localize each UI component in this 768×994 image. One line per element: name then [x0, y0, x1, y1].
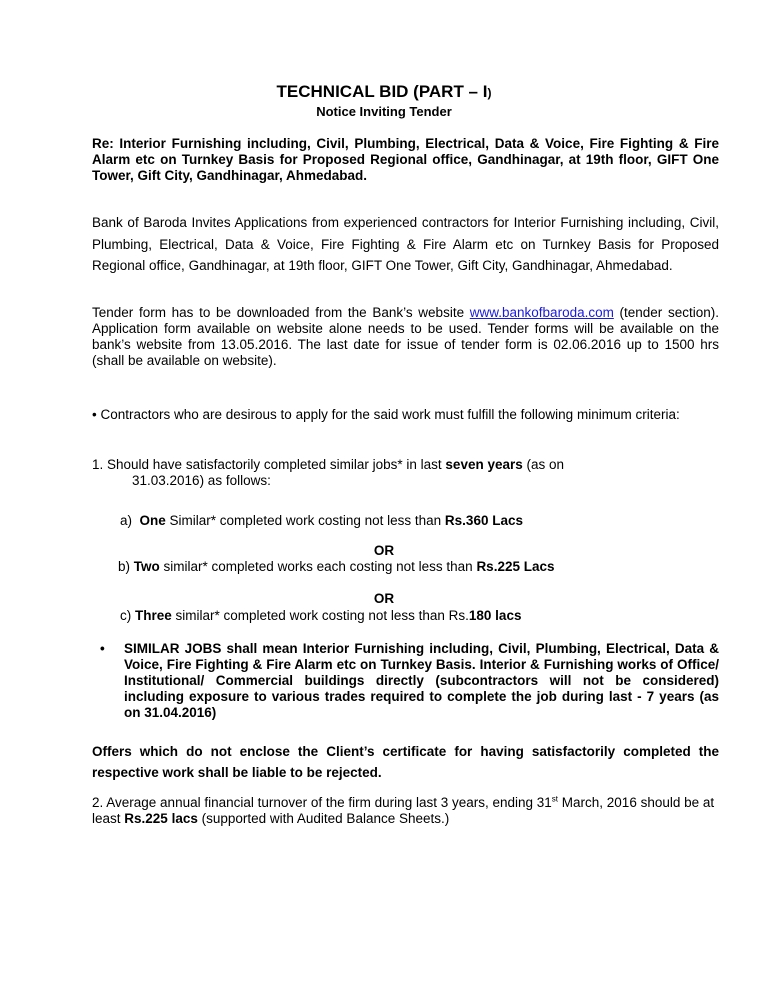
bullet-icon: •: [100, 641, 105, 656]
tender-download-paragraph: Tender form has to be downloaded from the Bank’s website www.bankofbaroda.com (tender section). Application form available on website alone needs to be used. Tender forms will be available on the bank’s website from 13.05.2016. The last date for issue of tender form is 02.06.2016 up to 1500 hrs (shall be available on website).: [92, 305, 719, 368]
offers-notice: Offers which do not enclose the Client’s certificate for having satisfactorily completed the respective work shall be liable to be rejected.: [92, 744, 719, 780]
option-c: c) Three similar* completed work costing not less than Rs.180 lacs: [120, 608, 522, 623]
criteria-item-2: 2. Average annual financial turnover of the firm during last 3 years, ending 31st March, 2016 should be at least Rs.225 lacs (supported with Audited Balance Sheets.): [92, 794, 715, 826]
page-subtitle: Notice Inviting Tender: [316, 104, 452, 119]
or-separator: OR: [373, 591, 395, 606]
similar-jobs-definition: • SIMILAR JOBS shall mean Interior Furnishing including, Civil, Plumbing, Electrical, Data & Voice, Fire Fighting & Fire Alarm etc on Turnkey Basis. Interior & Furnishing works of Office/ Institutional/ Commercial buildings directly (subcontractors will not be considered) including exposure to various trades required to complete the job during last - 7 years (as on 31.04.2016): [100, 641, 719, 720]
bank-website-link[interactable]: www.bankofbaroda.com: [469, 305, 614, 320]
intro-paragraph: Bank of Baroda Invites Applications from experienced contractors for Interior Furnishing including, Civil, Plumbing, Electrical, Data & Voice, Fire Fighting & Fire Alarm etc on Turnkey Basis for Proposed Regional office, Gandhinagar, at 19th floor, GIFT One Tower, Gift City, Gandhinagar, Ahmedabad.: [92, 215, 719, 273]
or-separator: OR: [373, 543, 395, 558]
criteria-intro: • Contractors who are desirous to apply for the said work must fulfill the following minimum criteria:: [92, 407, 680, 422]
subject-line: Re: Interior Furnishing including, Civil, Plumbing, Electrical, Data & Voice, Fire Fighting & Fire Alarm etc on Turnkey Basis for Proposed Regional office, Gandhinagar, at 19th floor, GIFT One Tower, Gift City, Gandhinagar, Ahmedabad.: [92, 136, 719, 183]
criteria-item-1: 1. Should have satisfactorily completed similar jobs* in last seven years (as on 31.03.2016) as follows:: [92, 457, 565, 488]
option-a: a) One Similar* completed work costing not less than Rs.360 Lacs: [120, 513, 523, 528]
option-b: b) Two similar* completed works each costing not less than Rs.225 Lacs: [118, 559, 555, 574]
page-title: [0, 82, 768, 102]
title-text: TECHNICAL BID (PART – I: [276, 82, 488, 101]
title-suffix: ): [487, 86, 492, 100]
